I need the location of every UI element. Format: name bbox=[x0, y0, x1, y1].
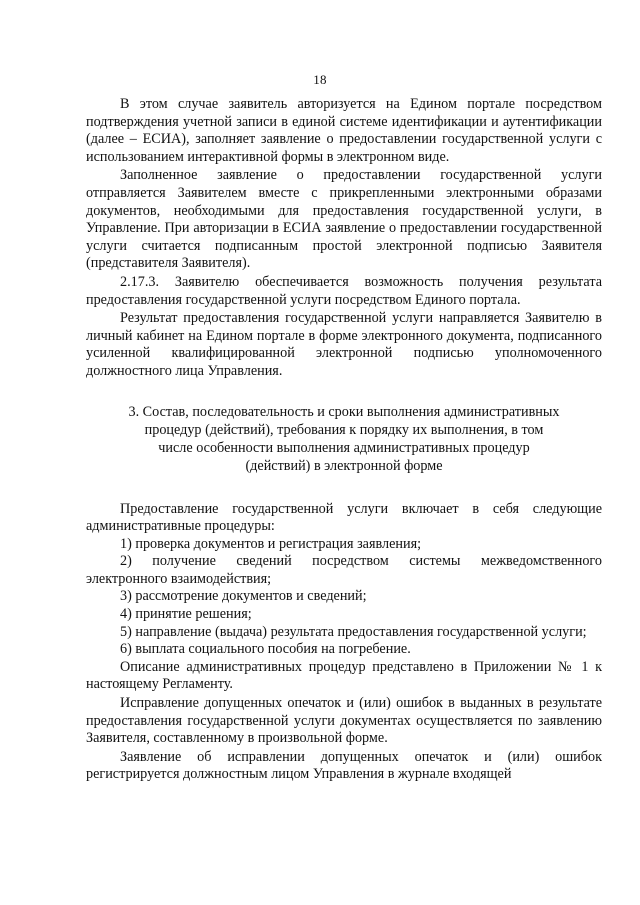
paragraph-error-correction: Исправление допущенных опечаток и (или) ошибок в выданных в результате предоставления государственной услуги документах осуществляется по заявлению Заявителя, составленному в произвольной форме. bbox=[86, 695, 602, 747]
section-title: 3. Состав, последовательность и сроки выполнения административных процедур (действий), требования к порядку их выполнения, в том числе особенности выполнения административных процедур (действий) в электронной форме bbox=[128, 403, 560, 474]
paragraph-2-17-3: 2.17.3. Заявителю обеспечивается возможность получения результата предоставления государственной услуги посредством Единого портала. bbox=[86, 273, 602, 308]
paragraph-correction-registration: Заявление об исправлении допущенных опечаток и (или) ошибок регистрируется должностным лицом Управления в журнале входящей bbox=[86, 748, 602, 783]
paragraph-application-submission: Заполненное заявление о предоставлении государственной услуги отправляется Заявителем вместе с прикрепленными электронными образами документов, необходимыми для предоставления государственной услуги, в Управление. При авторизации в ЕСИА заявление о предоставлении государственной услуги считается подписанным простой электронной подписью Заявителя (представителя Заявителя). bbox=[86, 167, 602, 272]
procedure-item-4: 4) принятие решения; bbox=[120, 606, 252, 623]
procedure-item-5: 5) направление (выдача) результата предоставления государственной услуги; bbox=[120, 623, 587, 640]
procedure-item-6: 6) выплата социального пособия на погребение. bbox=[120, 641, 411, 658]
paragraph-result-delivery: Результат предоставления государственной услуги направляется Заявителю в личный кабинет на Едином портале в форме электронного документа, подписанного усиленной квалифицированной электронной подписью уполномоченного должностного лица Управления. bbox=[86, 310, 602, 379]
procedure-item-1: 1) проверка документов и регистрация заявления; bbox=[120, 535, 422, 552]
paragraph-esia-authorization: В этом случае заявитель авторизуется на Едином портале посредством подтверждения учетной записи в единой системе идентификации и аутентификации (далее – ЕСИА), заполняет заявление о предоставлении государственной услуги с использованием интерактивной формы в электронном виде. bbox=[86, 96, 602, 165]
document-body bbox=[86, 96, 602, 784]
page-number: 18 bbox=[313, 72, 327, 87]
paragraph-appendix-reference: Описание административных процедур представлено в Приложении № 1 к настоящему Регламенту. bbox=[86, 658, 602, 693]
procedure-item-2: 2) получение сведений посредством системы межведомственного электронного взаимодействия; bbox=[86, 553, 602, 587]
procedure-item-3: 3) рассмотрение документов и сведений; bbox=[120, 588, 367, 605]
paragraph-procedures-intro: Предоставление государственной услуги включает в себя следующие административные процедуры: bbox=[86, 500, 602, 535]
